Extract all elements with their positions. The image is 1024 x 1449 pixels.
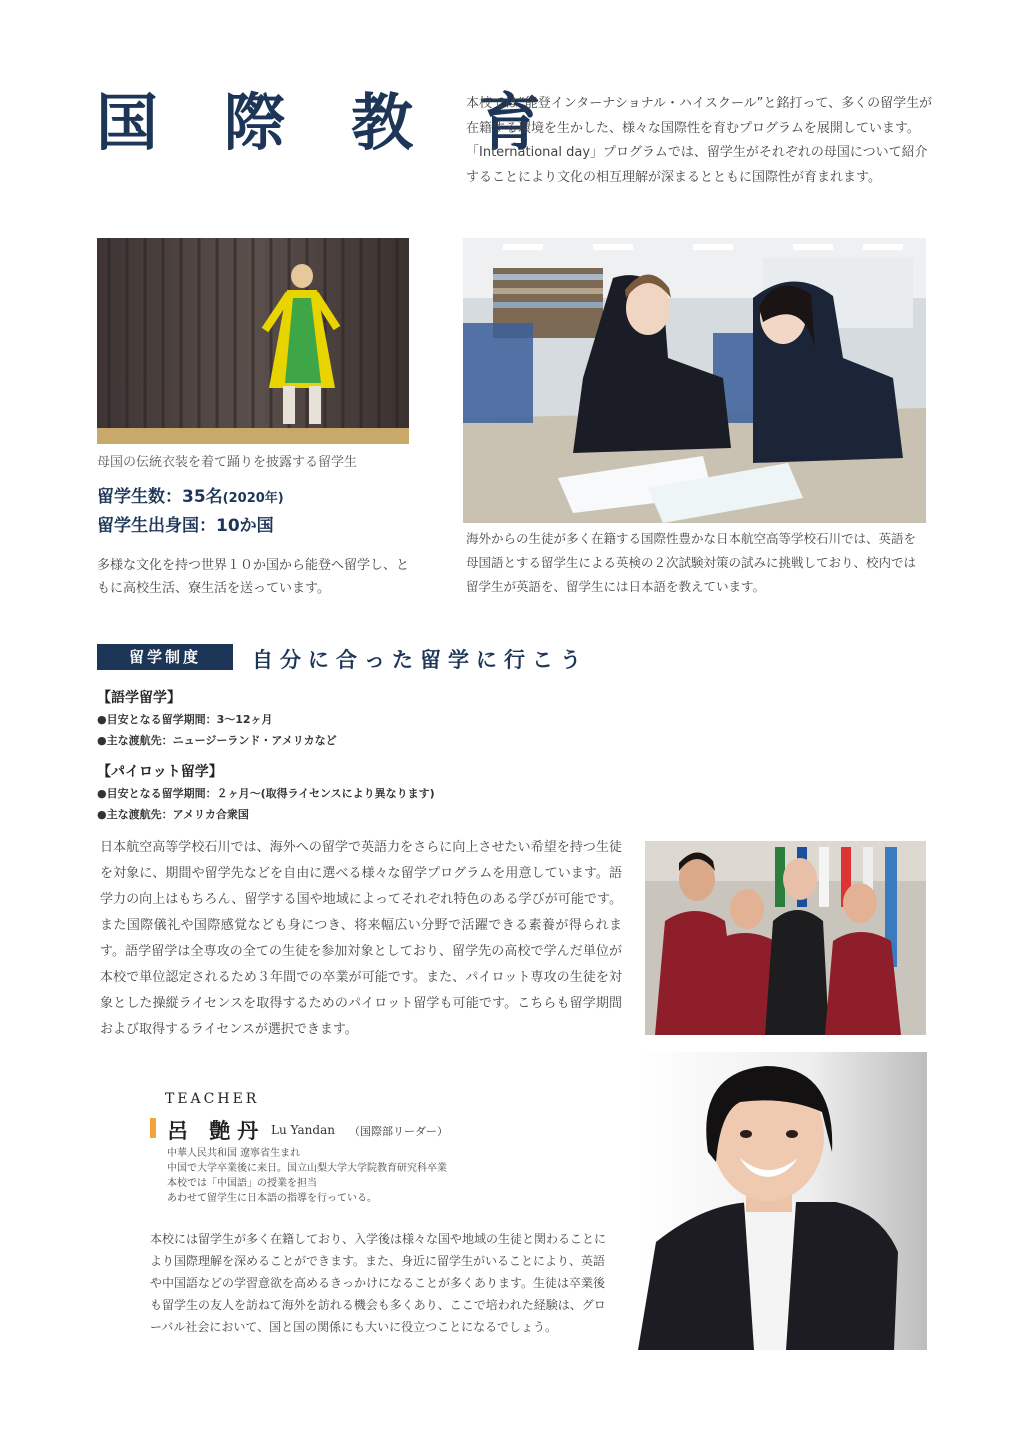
library-caption: 海外からの生徒が多く在籍する国際性豊かな日本航空高等学校石川では、英語を母国語とする留学生による英検の２次試験対策の試みに挑戦しており、校内では留学生が英語を、留学生には日本語を教えています。: [466, 531, 917, 594]
student-count-year: (2020年): [222, 491, 284, 506]
dance-photo: [97, 238, 409, 444]
study-abroad-description: 日本航空高等学校石川では、海外への留学で英語力をさらに向上させたい希望を持つ生徒を対象に、期間や留学先などを自由に選べる様々な留学プログラムを用意しています。語学力の向上はもちろん、留学する国や地域によってそれぞれ特色のある学びが可能です。また国際儀礼や国際感覚なども身につき、将来幅広い分野で活躍できる素養が得られます。語学留学は全専攻の全ての生徒を参加対象としており、留学先の高校で学んだ単位が本校で単位認定されるため３年間での卒業が可能です。また、パイロット専攻の生徒を対象とした操縦ライセンスを取得するためのパイロット留学も可能です。こちらも留学期間および取得するライセンスが選択できます。: [100, 840, 622, 1037]
language-program-destination: ●主な渡航先：ニュージーランド・アメリカなど: [97, 734, 337, 747]
origin-countries: 留学生出身国：10か国: [97, 516, 274, 536]
language-program-period: ●目安となる留学期間：3〜12ヶ月: [97, 713, 273, 726]
student-count-label: 留学生数：35名: [97, 487, 223, 507]
profile-line: あわせて留学生に日本語の指導を行っている。: [167, 1193, 377, 1204]
language-program-title: 【語学留学】: [97, 690, 181, 706]
pilot-program-title: 【パイロット留学】: [97, 764, 223, 780]
group-illustration: [645, 841, 926, 1035]
teacher-label: TEACHER: [165, 1091, 260, 1107]
intro-text: 本校では“能登インターナショナル・ハイスクール”と銘打って、多くの留学生が在籍する環境を生かした、様々な国際性を育むプログラムを展開しています。「International day」プログラムでは、留学生がそれぞれの母国について紹介することにより文化の相互理解が深まるとともに国際性が育まれます。: [466, 96, 933, 185]
section-label: 留学制度: [97, 644, 233, 670]
left-description: 多様な文化を持つ世界１０か国から能登へ留学し、ともに高校生活、寮生活を送っています。: [97, 558, 410, 596]
library-photo: [463, 238, 926, 523]
page-title: 国 際 教 育: [96, 86, 563, 159]
teacher-accent-bar: [150, 1118, 156, 1138]
teacher-profile: [167, 1146, 447, 1206]
profile-line: 中国で大学卒業後に来日。国立山梨大学大学院教育研究科卒業: [167, 1163, 447, 1174]
group-photo: [645, 841, 926, 1035]
teacher-name-roman: Lu Yandan: [271, 1123, 335, 1137]
teacher-name: 呂 艶丹: [167, 1118, 266, 1143]
dance-caption: 母国の伝統衣装を着て踊りを披露する留学生: [97, 455, 358, 470]
teacher-portrait: [636, 1052, 927, 1350]
profile-line: 中華人民共和国 遼寧省生まれ: [167, 1148, 301, 1159]
teacher-role: （国際部リーダー）: [349, 1125, 448, 1138]
pilot-program-period: ●目安となる留学期間：２ヶ月〜(取得ライセンスにより異なります): [97, 787, 435, 800]
pilot-program-destination: ●主な渡航先：アメリカ合衆国: [97, 808, 249, 821]
section-heading: 自分に合った留学に行こう: [252, 647, 588, 672]
student-count: [97, 482, 284, 507]
teacher-message: 本校には留学生が多く在籍しており、入学後は様々な国や地域の生徒と関わることにより国際理解を深めることができます。また、身近に留学生がいることにより、英語や中国語などの学習意欲を高めるきっかけになることが多くあります。生徒は卒業後も留学生の友人を訪ねて海外を訪れる機会も多くあり、ここで培われた経験は、グローバル社会において、国と国の関係にも大いに役立つことになるでしょう。: [150, 1232, 607, 1334]
profile-line: 本校では「中国語」の授業を担当: [167, 1178, 317, 1189]
teacher-illustration: [636, 1052, 927, 1350]
dance-illustration: [97, 238, 409, 444]
library-illustration: [463, 238, 926, 523]
